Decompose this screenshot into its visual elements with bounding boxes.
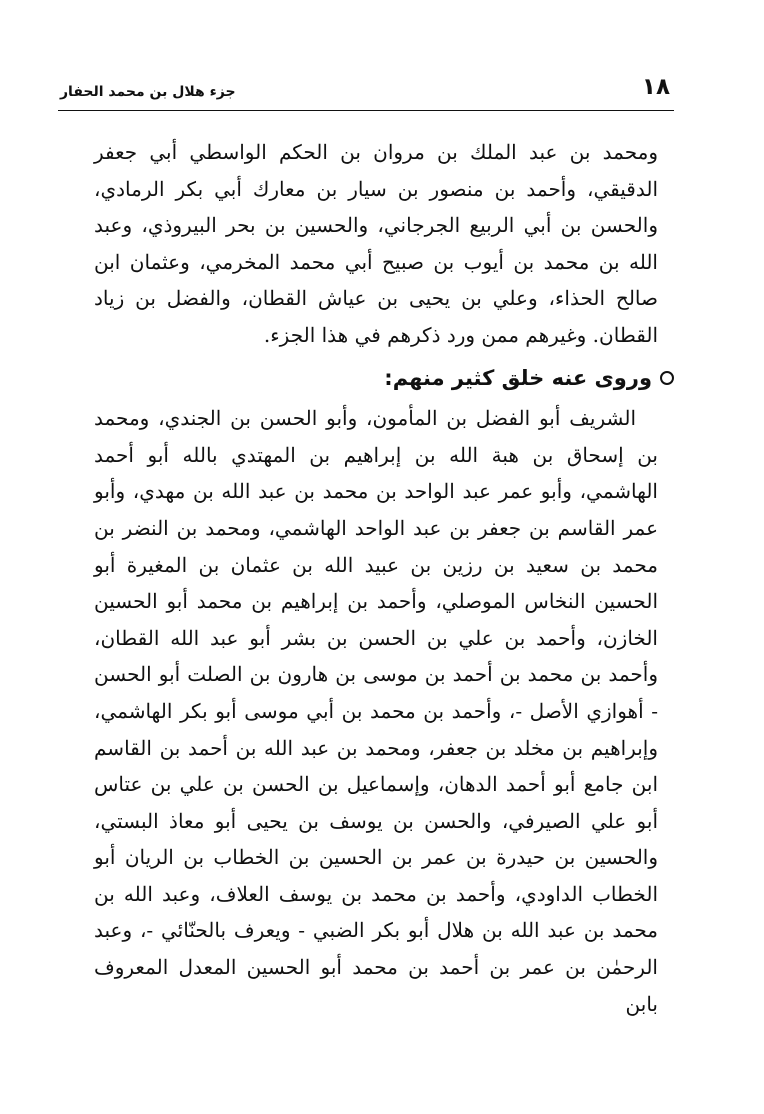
paragraph-teachers: ومحمد بن عبد الملك بن مروان بن الحكم الواسطي أبي جعفر الدقيقي، وأحمد بن منصور بن سيار بن معارك أبي بكر الرمادي، والحسن بن أبي الربيع الجرجاني، والحسين بن بحر البيروذي، وعبد الله بن محمد بن أيوب بن صبيح أبي محمد المخرمي، وعثمان ابن صالح الحذاء، وعلي بن يحيى بن عياش القطان، والفضل بن زياد القطان. وغيرهم ممن ورد ذكرهم في هذا الجزء. bbox=[94, 140, 658, 347]
page-number: ١٨ bbox=[641, 74, 670, 100]
paragraph-students: الشريف أبو الفضل بن المأمون، وأبو الحسن بن الجندي، ومحمد بن إسحاق بن هبة الله بن إبراهيم بن المهتدي بالله أبو أحمد الهاشمي، وأبو عمر عبد الواحد بن محمد بن عبد الله بن مهدي، وأبو عمر القاسم بن جعفر بن عبد الواحد الهاشمي، ومحمد بن النضر بن محمد بن سعيد بن رزين بن عبيد الله بن عثمان بن المغيرة أبو الحسين النخاس الموصلي، وأحمد بن إبراهيم بن محمد أبو الحسين الخازن، وأحمد بن علي بن الحسن بن بشر أبو عبد الله القطان، وأحمد بن محمد بن أحمد بن موسى بن هارون بن الصلت أبو الحسن - أهوازي الأصل -، وأحمد بن محمد بن أبي موسى أبو بكر الهاشمي، وإبراهيم بن مخلد بن جعفر، ومحمد بن عبد الله بن أحمد بن القاسم ابن جامع أبو أحمد الدهان، وإسماعيل بن الحسن بن علي بن عتاس أبو علي الصيرفي، والحسن بن يوسف بن يحيى أبو معاذ البستي، والحسين بن حيدرة بن عمر بن الحسين بن الخطاب بن الريان أبو الخطاب الداودي، وأحمد بن محمد بن يوسف العلاف، وعبد الله بن محمد بن عبد الله بن هلال أبو بكر الضبي - ويعرف بالحنّائي -، وعبد الرحمٰن بن عمر بن أحمد بن محمد أبو الحسين المعدل المعروف بابن bbox=[94, 406, 658, 1016]
body-text bbox=[94, 134, 658, 1022]
section-heading-row bbox=[94, 360, 658, 397]
hollow-circle-bullet-icon bbox=[660, 371, 674, 385]
section-heading: وروى عنه خلق كثير منهم: bbox=[384, 365, 652, 390]
header-divider bbox=[58, 110, 674, 111]
running-title: جزء هلال بن محمد الحفار bbox=[60, 84, 236, 100]
